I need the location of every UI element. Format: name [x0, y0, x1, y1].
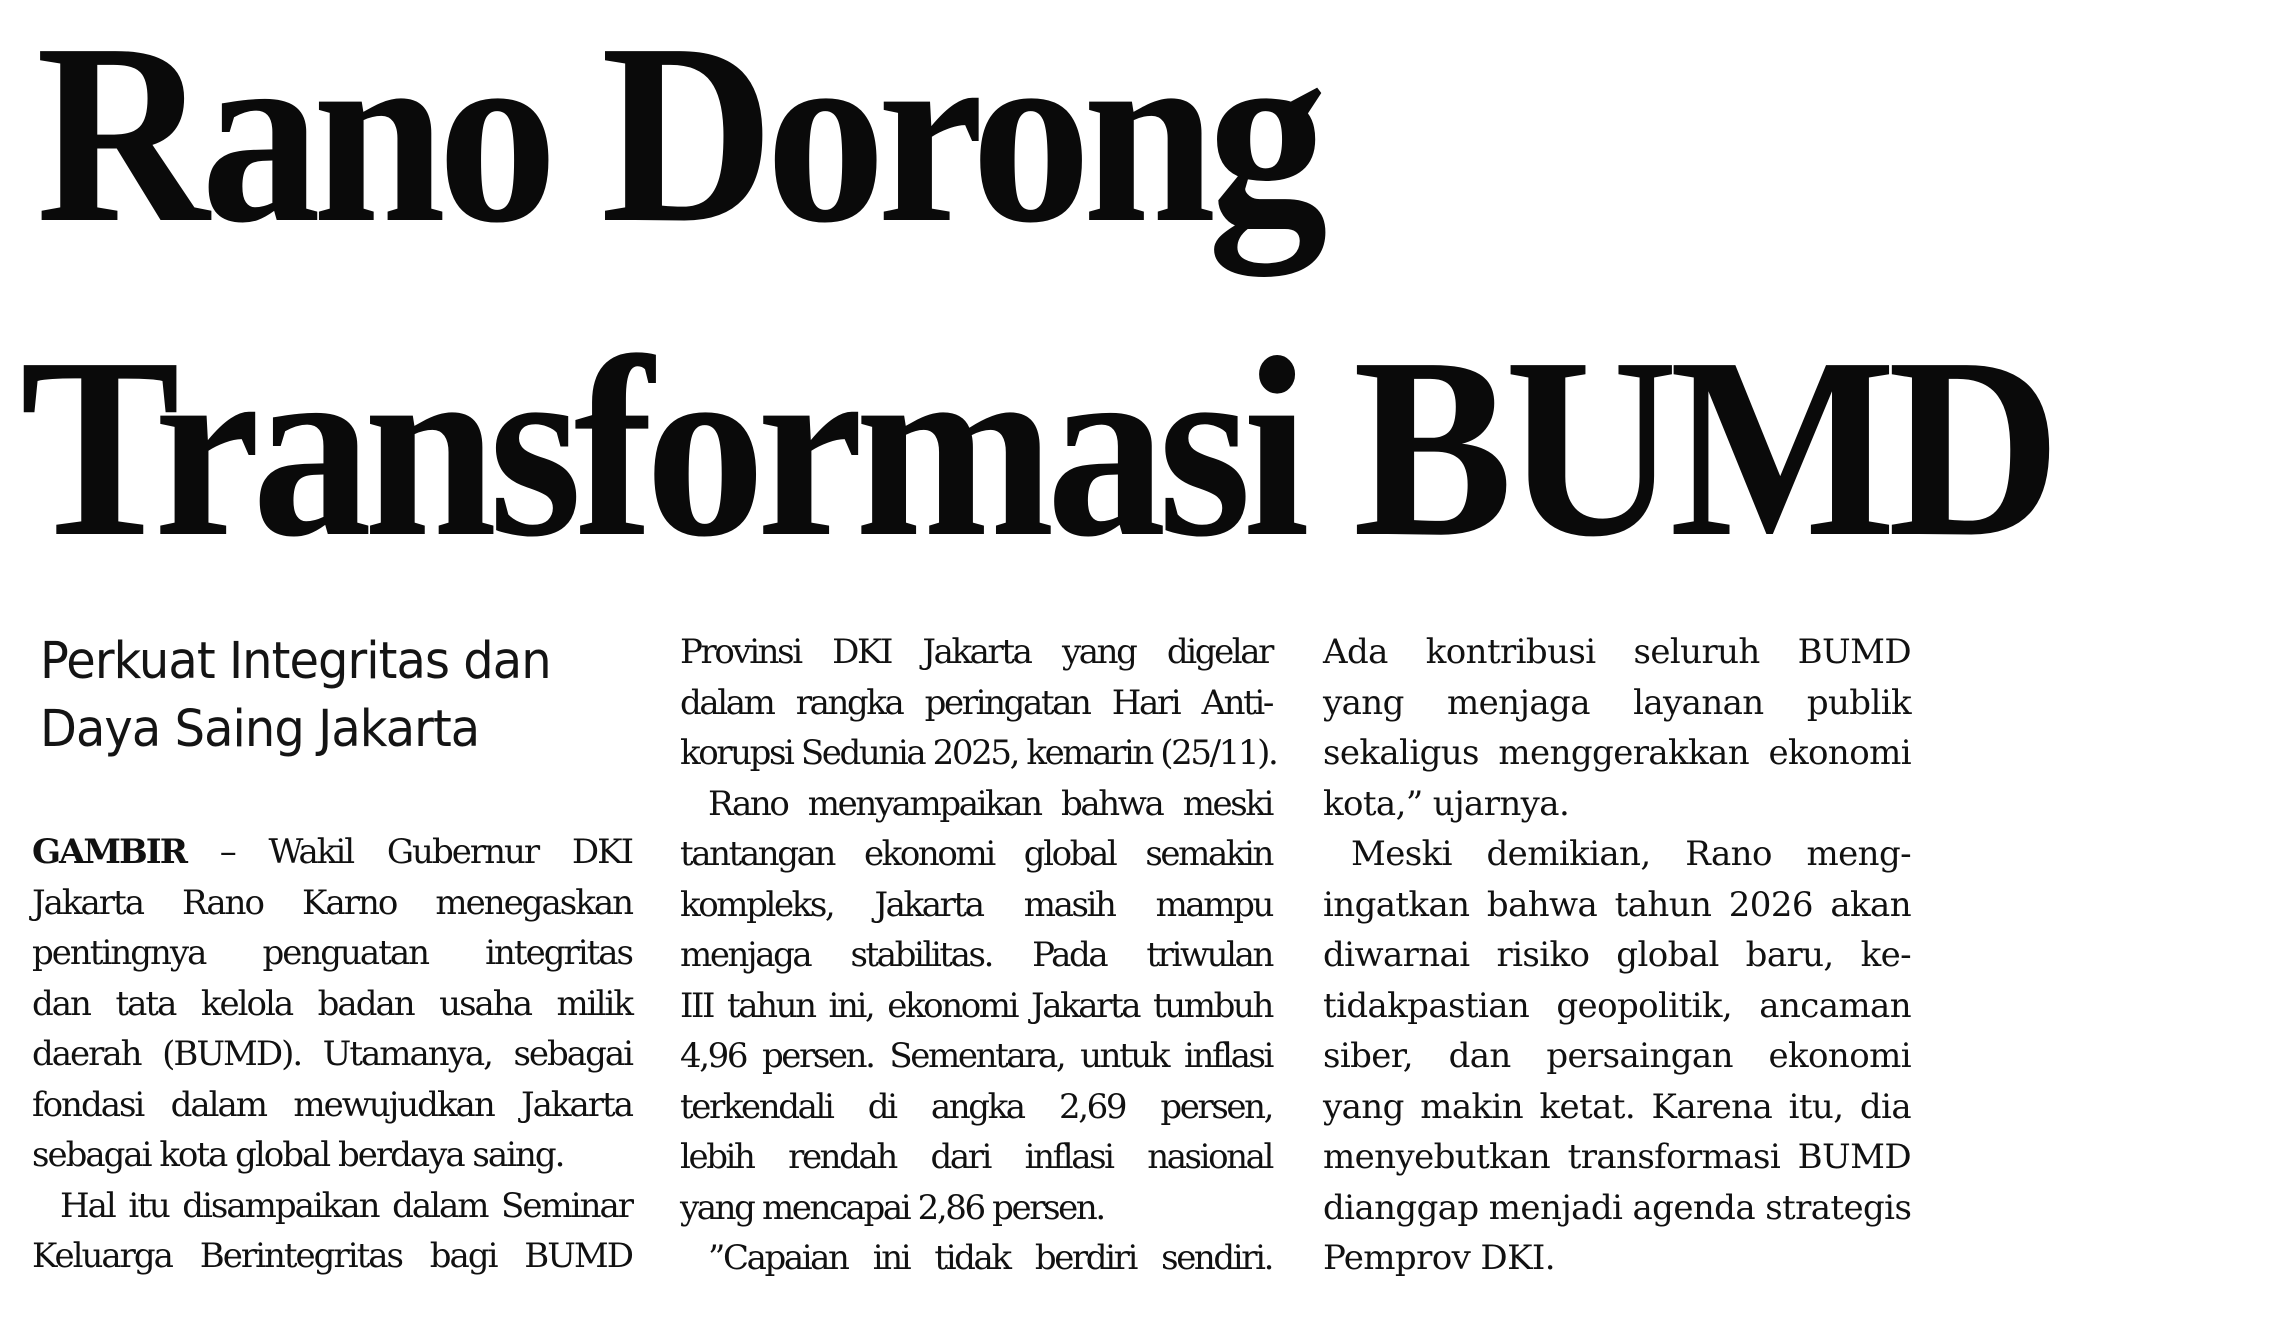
column-2-line: kompleks, Jakarta masih mampu [680, 884, 1272, 925]
column-2-line: III tahun ini, ekonomi Jakarta tumbuh [680, 985, 1272, 1026]
headline-line-2: Transformasi BUMD [20, 304, 2053, 590]
column-2-line: lebih rendah dari inflasi nasional [680, 1137, 1272, 1177]
column-2-line: terkendali di angka 2,69 persen, [680, 1086, 1272, 1127]
column-2-line: tantangan ekonomi global semakin [680, 834, 1272, 874]
column-1-line: pentingnya penguatan integritas [32, 933, 632, 973]
column-2-line: yang mencapai 2,86 persen. [680, 1187, 1104, 1228]
column-1-line: sebagai kota global berdaya saing. [32, 1135, 564, 1175]
column-1-line: daerah (BUMD). Utamanya, sebagai [32, 1034, 632, 1074]
column-3-line: yang makin ketat. Karena itu, dia [1323, 1086, 1911, 1127]
headline-line-1: Rano Dorong [36, 0, 1320, 276]
column-3-line: yang menjaga layanan publik [1323, 682, 1911, 723]
column-3-line: Meski demikian, Rano meng- [1351, 834, 1911, 874]
column-2-line: dalam rangka peringatan Hari Anti- [680, 682, 1272, 723]
column-3-line: Pemprov DKI. [1323, 1238, 1555, 1278]
column-1-line: Jakarta Rano Karno menegaskan [32, 882, 632, 923]
column-2-line: 4,96 persen. Sementara, untuk inflasi [680, 1036, 1272, 1076]
column-2-line: Provinsi DKI Jakarta yang digelar [680, 632, 1272, 672]
column-3-line: siber, dan persaingan ekonomi [1323, 1036, 1911, 1076]
column-1-line: fondasi dalam mewujudkan Jakarta [32, 1084, 632, 1125]
article-column-3 [1323, 627, 1911, 1284]
column-1-text: – Wakil Gubernur DKI [219, 832, 632, 872]
dateline: GAMBIR [32, 832, 186, 872]
column-2-line: korupsi Sedunia 2025, kemarin (25/11). [680, 733, 1277, 773]
subheadline: Perkuat Integritas dan Daya Saing Jakarta [40, 632, 551, 759]
column-2-line: Rano menyampaikan bahwa meski [708, 783, 1272, 824]
column-2-line: menjaga stabilitas. Pada triwulan [680, 935, 1272, 975]
column-3-line: sekaligus menggerakkan ekonomi [1323, 733, 1911, 773]
column-3-line: diwarnai risiko global baru, ke- [1323, 935, 1911, 975]
column-1-line: Keluarga Berintegritas bagi BUMD [32, 1236, 632, 1276]
column-3-line: dianggap menjadi agenda strategis [1323, 1187, 1912, 1228]
article-column-1 [32, 827, 632, 1282]
column-3-line: Ada kontribusi seluruh BUMD [1323, 632, 1911, 672]
column-3-line: menyebutkan transformasi BUMD [1323, 1137, 1911, 1177]
column-3-line: tidakpastian geopolitik, ancaman [1323, 985, 1911, 1026]
column-3-line: kota,” ujarnya. [1323, 783, 1570, 824]
column-1-line [32, 827, 632, 878]
column-2-line: ”Capaian ini tidak berdiri sendiri. [708, 1238, 1272, 1278]
article-column-2 [680, 627, 1277, 1284]
column-1-line: dan tata kelola badan usaha milik [32, 983, 632, 1024]
column-1-line: Hal itu disampaikan dalam Seminar [60, 1185, 632, 1226]
column-3-line: ingatkan bahwa tahun 2026 akan [1323, 884, 1911, 925]
